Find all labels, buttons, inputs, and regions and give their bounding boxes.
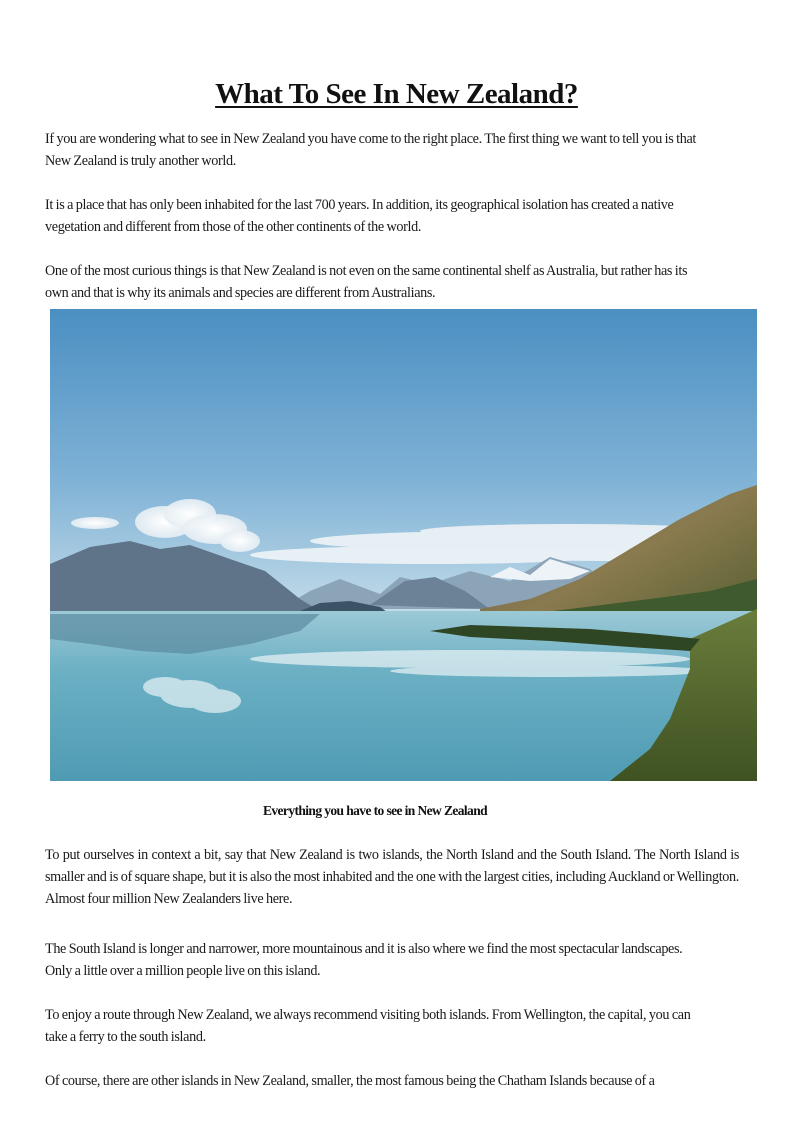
text-line: vegetation and different from those of the other continents of the world. bbox=[45, 219, 422, 235]
route-paragraph bbox=[45, 1004, 690, 1048]
page-title bbox=[0, 74, 793, 111]
south-island-paragraph bbox=[45, 938, 682, 982]
lake-mountain-photo bbox=[50, 309, 757, 781]
other-islands-paragraph bbox=[45, 1070, 655, 1092]
text-line: To enjoy a route through New Zealand, we always recommend visiting both islands. From Wellington, the capital, you can bbox=[45, 1007, 691, 1023]
intro-paragraph-1 bbox=[45, 128, 696, 172]
page-title-text: What To See In New Zealand? bbox=[215, 78, 578, 110]
text-line: New Zealand is truly another world. bbox=[45, 153, 236, 169]
image-caption: Everything you have to see in New Zealand bbox=[262, 803, 488, 818]
intro-paragraph-2 bbox=[45, 194, 673, 238]
text-line: If you are wondering what to see in New Zealand you have come to the right place. The first thing we want to tell you is that bbox=[45, 131, 696, 147]
text-line: own and that is why its animals and species are different from Australians. bbox=[45, 285, 436, 301]
text-line: Of course, there are other islands in New Zealand, smaller, the most famous being the Chatham Islands because of a bbox=[45, 1073, 655, 1089]
text-line: take a ferry to the south island. bbox=[45, 1029, 206, 1045]
text-line: Only a little over a million people live on this island. bbox=[45, 963, 321, 979]
text-line: One of the most curious things is that New Zealand is not even on the same continental shelf as Australia, but rather has its bbox=[45, 263, 688, 279]
islands-paragraph: To put ourselves in context a bit, say that New Zealand is two islands, the North Island and the South Island. The North Island is smaller and is of square shape, but it is also the most inhabited and the one with the largest cities, including Auckland or Wellington. Almost four million New Zealanders live here. bbox=[45, 847, 739, 907]
text-line: It is a place that has only been inhabited for the last 700 years. In addition, its geographical isolation has created a native bbox=[45, 197, 674, 213]
intro-paragraph-3 bbox=[45, 260, 687, 304]
text-line: The South Island is longer and narrower, more mountainous and it is also where we find the most spectacular landscapes. bbox=[45, 941, 683, 957]
